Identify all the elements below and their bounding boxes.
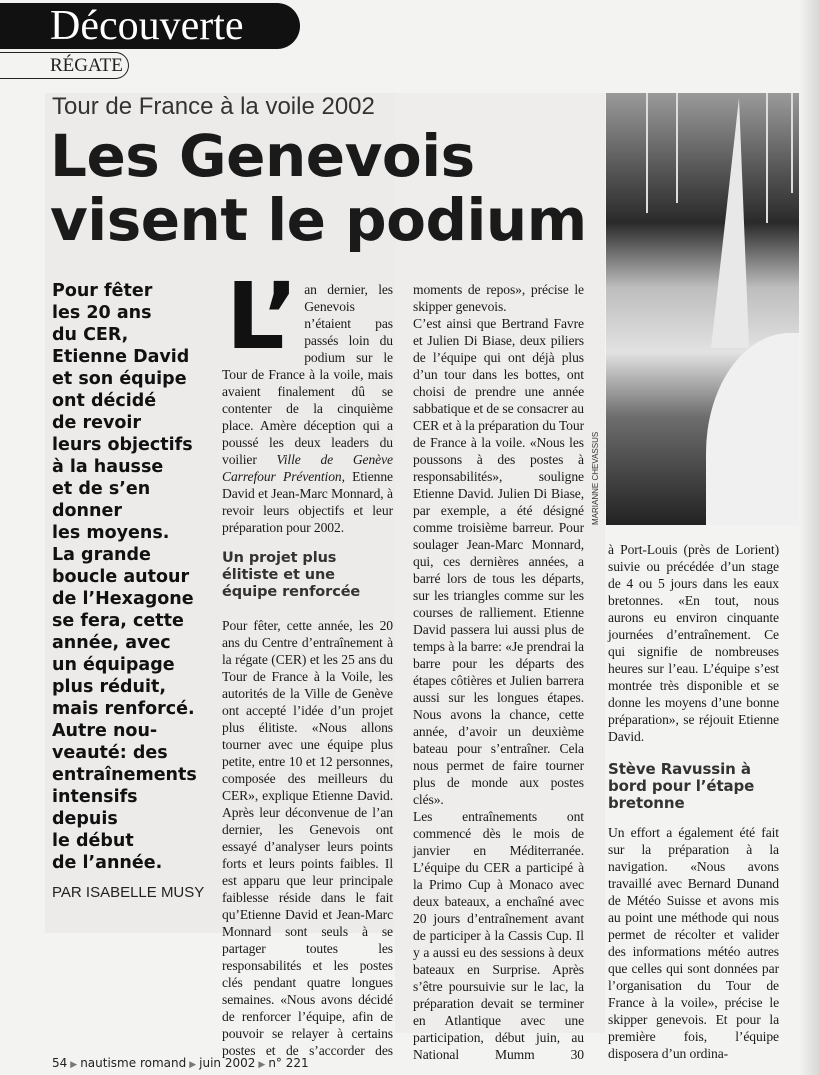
- page-footer: [52, 1056, 309, 1070]
- page-number: 54: [52, 1056, 68, 1070]
- paragraph: à Port-Louis (près de Lorient) suivie ou précédée d’un stage de 4 ou 5 jours dans les eaux bretonnes. «En tout, nous aurons eu environ cinquante journées d’entraînement. Ce qui signifie de nombreuses heures sur l’eau. L’équipe s’est montrée très disponible et se donne les moyens d’une bonne préparation», se réjouit Etienne David.: [608, 542, 779, 744]
- rubric-title: Découverte: [50, 3, 244, 49]
- issue-date: juin 2002: [199, 1056, 256, 1070]
- body-column-2: [413, 281, 584, 1063]
- triangle-right-icon: ▶: [258, 1060, 266, 1070]
- magazine-name: nautisme romand: [80, 1056, 187, 1070]
- drop-cap: L’: [226, 263, 299, 370]
- paragraph: C’est ainsi que Bertrand Favre et Julien Di Biase, deux piliers de l’équipe qui ont déjà plus d’un tour dans les bottes, ont choisi de prendre une année sabbatique et de se consacrer au CER et à la préparation du Tour de France à la voile. «Nous les poussons à des postes à responsabilités», souligne Etienne David. Julien Di Biase, par exemple, a été désigné comme troisième barreur. Pour soulager Jean-Marc Monnard, qui, ces dernières années, a barré lors de tous les départs, sur les triangles comme sur les courses de ralliement. Etienne David passera lui aussi plus de temps à la barre: «Je prendrai la barre pour les départs des étapes côtières et Julien barrera aussi sur les longues étapes. Nous avons la chance, cette année, d’avoir un deuxième bateau pour s’entraîner. Cela nous permet de faire tourner plus de monde aux postes clés».: [413, 316, 584, 807]
- subheading: Stève Ravussin à bord pour l’étape bretonne: [608, 760, 755, 812]
- article-lead: Pour fêter les 20 ans du CER, Etienne David et son équipe ont décidé de revoir leurs objectifs à la hausse et de s’en donner les moyens. La grande boucle autour de l’Hexagone se fera, cette année, avec un équipage plus réduit, mais renforcé. Autre nou- veauté: des entraînements intensifs depuis le début de l’année.: [52, 281, 197, 873]
- text: an dernier, les Genevois n’étaient pas passés loin du podium sur le Tour de France à la voile, mais avaient finalement dû se contenter de la cinquième place. Amère déception qui a poussé les deux leaders du voilier: [222, 282, 393, 467]
- article-kicker: Tour de France à la voile 2002: [52, 93, 375, 120]
- paragraph: [222, 263, 393, 536]
- page-gutter: [799, 0, 819, 1075]
- section-rubric: [0, 3, 300, 49]
- triangle-right-icon: ▶: [189, 1060, 197, 1070]
- photo-credit: MARIANNE CHEVASSUS: [591, 431, 600, 525]
- subheading: Un projet plus élitiste et une équipe renforcée: [222, 550, 361, 600]
- issue-number: n° 221: [268, 1056, 309, 1070]
- body-column-3: [608, 541, 779, 1062]
- triangle-right-icon: ▶: [70, 1060, 78, 1070]
- article-headline: Les Genevois visent le podium: [50, 122, 587, 254]
- body-column-1: [222, 263, 393, 1059]
- paragraph: moments de repos», précise le skipper genevois.: [413, 282, 584, 314]
- rubric-section: RÉGATE: [50, 55, 123, 76]
- sub-rubric: [0, 52, 129, 79]
- paragraph: Les entraînements ont commencé dès le mois de janvier en Méditerranée. L’équipe du CER a participé à la Primo Cup à Monaco avec deux bateaux, a enchaîné avec 20 jours d’entraînement avant de participer à la Cassis Cup. Il y a aussi eu des sessions à deux bateaux en Surprise. Après s’être poursuivie sur le lac, la préparation devait se terminer en Atlantique avec une participation, début juin, au National Mumm 30: [413, 809, 584, 1062]
- byline: PAR ISABELLE MUSY: [52, 884, 205, 901]
- sailboat-photo: [606, 93, 819, 525]
- paragraph: Un effort a également été fait sur la préparation à la navigation. «Nous avons travaillé avec Bernard Dunand de Météo Suisse et avons mis au point une méthode qui nous permet de récolter et valider des informations météo autres que celles qui sont données par l’organisation du Tour de France à la voile», précise le skipper genevois. Et pour la première fois, l’équipe disposera d’un ordina-: [608, 825, 779, 1061]
- boat-name: Ville de Genève Carrefour Prévention: [222, 452, 393, 484]
- text: , Etienne David et Jean-Marc Monnard, à revoir leurs objectifs et leur préparation pour 2002.: [222, 469, 393, 535]
- paragraph: Pour fêter, cette année, les 20 ans du Centre d’entraînement à la régate (CER) et les 25 ans du Tour de France à la Voile, les autorités de la Ville de Genève ont accepté l’idée d’un projet plus élitiste. «Nous allons tourner avec une équipe plus petite, entre 10 et 12 personnes, composée des meilleurs du CER», explique Etienne David. Après leur déconvenue de l’an dernier, les Genevois ont essayé d’analyser leurs points forts et leurs points faibles. Il est apparu que leur principale faiblesse réside dans le fait qu’Etienne David et Jean-Marc Monnard sont seuls à se partager toutes les responsabilités et les postes clés pendant quatre longues semaines. «Nous avons décidé de renforcer l’équipe, afin de pouvoir se relayer à certains postes et de s’accorder des: [222, 618, 393, 1058]
